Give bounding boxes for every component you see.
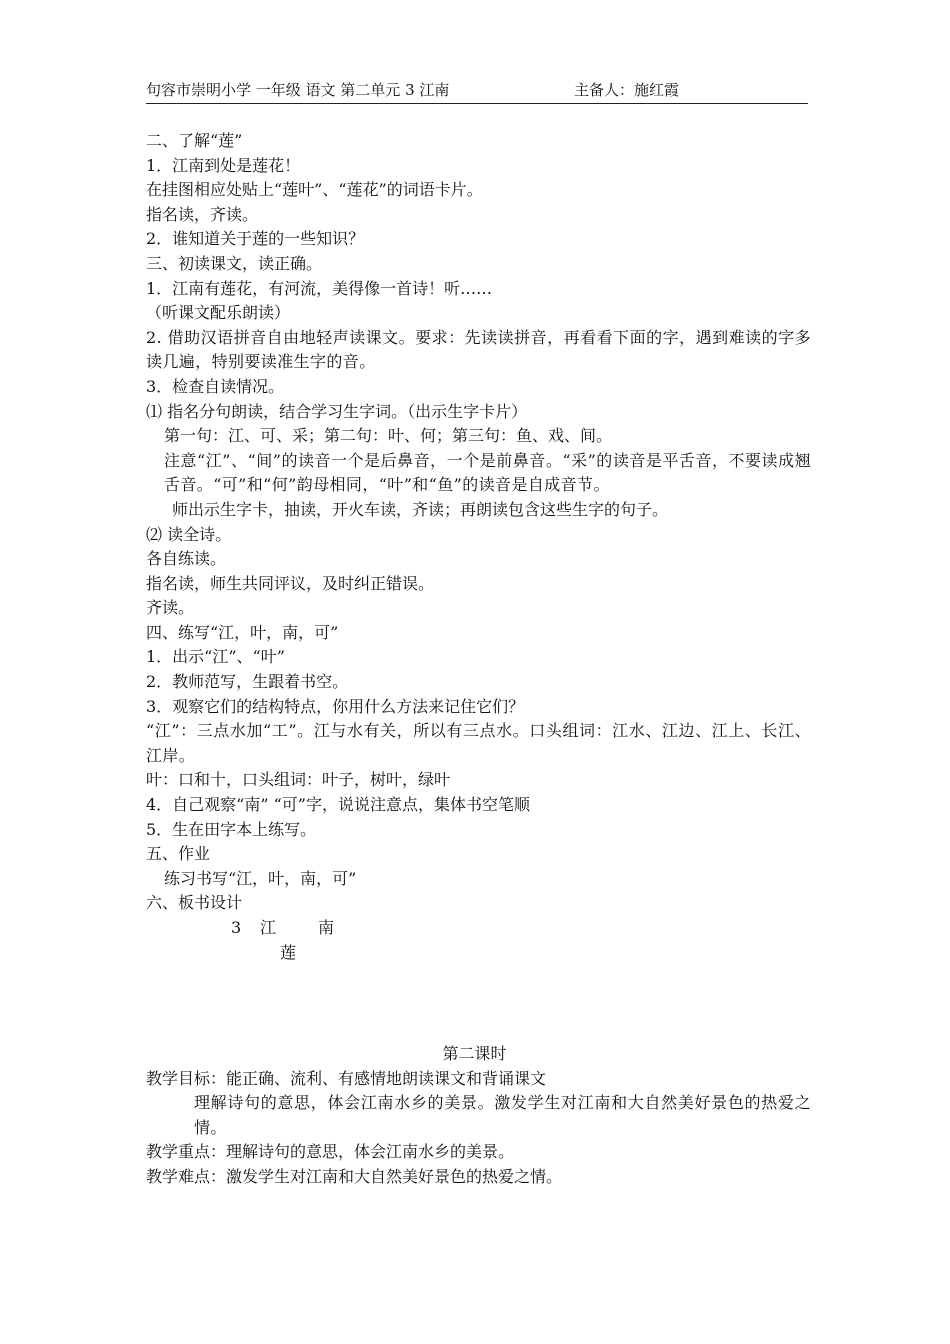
header-course-info: 句容市崇明小学 一年级 语文 第二单元 3 江南: [146, 81, 450, 99]
document-body: [146, 129, 811, 1190]
teaching-key-point: 教学重点：理解诗句的意思，体会江南水乡的美景。: [146, 1142, 515, 1162]
text-line: 1．江南到处是莲花！: [146, 155, 301, 175]
text-line: （听课文配乐朗读）: [146, 303, 291, 323]
section-heading: 二、了解“莲”: [146, 131, 243, 150]
text-line: 指名读，齐读。: [146, 204, 259, 224]
text-paragraph: “江”：三点水加“工”。江与水有关，所以有三点水。口头组词：江水、江边、江上、长江、江岸。: [146, 721, 811, 765]
text-line: ⑵ 读全诗。: [146, 524, 232, 544]
board-design: [146, 916, 811, 966]
blank-space: [146, 966, 811, 1042]
text-paragraph: 注意“江”、“间”的读音一个是后鼻音，一个是前鼻音。“采”的读音是平舌音，不要读成翘舌音。“可”和“何”韵母相同，“叶”和“鱼”的读音是自成音节。: [164, 450, 811, 495]
text-line: 4．自己观察“南” “可”字，说说注意点，集体书空笔顺: [146, 795, 530, 815]
text-paragraph: 2. 借助汉语拼音自由地轻声读课文。要求：先读读拼音，再看看下面的字，遇到难读的字多读几遍，特别要读准生字的音。: [146, 327, 811, 372]
text-line: 2．谁知道关于莲的一些知识？: [146, 229, 365, 249]
text-line: 3．观察它们的结构特点，你用什么方法来记住它们？: [146, 696, 525, 716]
text-line: 叶：口和十，口头组词：叶子，树叶，绿叶: [146, 770, 451, 790]
text-line: 各自练读。: [146, 549, 227, 569]
section-heading: 六、板书设计: [146, 893, 243, 913]
board-char-jiang: 江: [260, 918, 277, 937]
board-lesson-number: 3: [231, 918, 242, 937]
text-line: 3．检查自读情况。: [146, 376, 285, 396]
text-line: 齐读。: [146, 598, 195, 618]
teaching-goal: 教学目标：能正确、流利、有感情地朗读课文和背诵课文: [146, 1068, 547, 1088]
page-header: [146, 80, 808, 104]
text-line: 5．生在田字本上练写。: [146, 819, 317, 839]
text-line: 1．江南有莲花，有河流，美得像一首诗！听……: [146, 278, 493, 298]
board-char-lian: 莲: [280, 943, 297, 962]
text-line: 在挂图相应处贴上“莲叶”、“莲花”的词语卡片。: [146, 180, 483, 200]
text-line: ⑴ 指名分句朗读，结合学习生字词。（出示生字卡片）: [146, 401, 528, 421]
teaching-goal-continued: 理解诗句的意思，体会江南水乡的美景。激发学生对江南和大自然美好景色的热爱之情。: [194, 1093, 811, 1137]
section-heading: 五、作业: [146, 844, 211, 864]
text-line: 指名读，师生共同评议，及时纠正错误。: [146, 573, 435, 593]
text-line: 第一句：江、可、采；第二句：叶、何；第三句：鱼、戏、间。: [164, 426, 613, 446]
text-line: 师出示生字卡，抽读，开火车读，齐读；再朗读包含这些生字的句子。: [172, 499, 669, 519]
lesson-title: 第二课时: [442, 1044, 507, 1063]
text-line: 2．教师范写，生跟着书空。: [146, 672, 349, 692]
text-line: 1．出示“江”、“叶”: [146, 647, 285, 667]
header-author: 主备人：施红霞: [574, 81, 680, 99]
teaching-difficulty: 教学难点：激发学生对江南和大自然美好景色的热爱之情。: [146, 1166, 563, 1186]
board-char-nan: 南: [318, 918, 335, 937]
text-line: 练习书写“江，叶，南，可”: [164, 868, 357, 888]
section-heading: 四、练写“江，叶，南，可”: [146, 622, 339, 642]
section-heading: 三、初读课文，读正确。: [146, 253, 323, 273]
